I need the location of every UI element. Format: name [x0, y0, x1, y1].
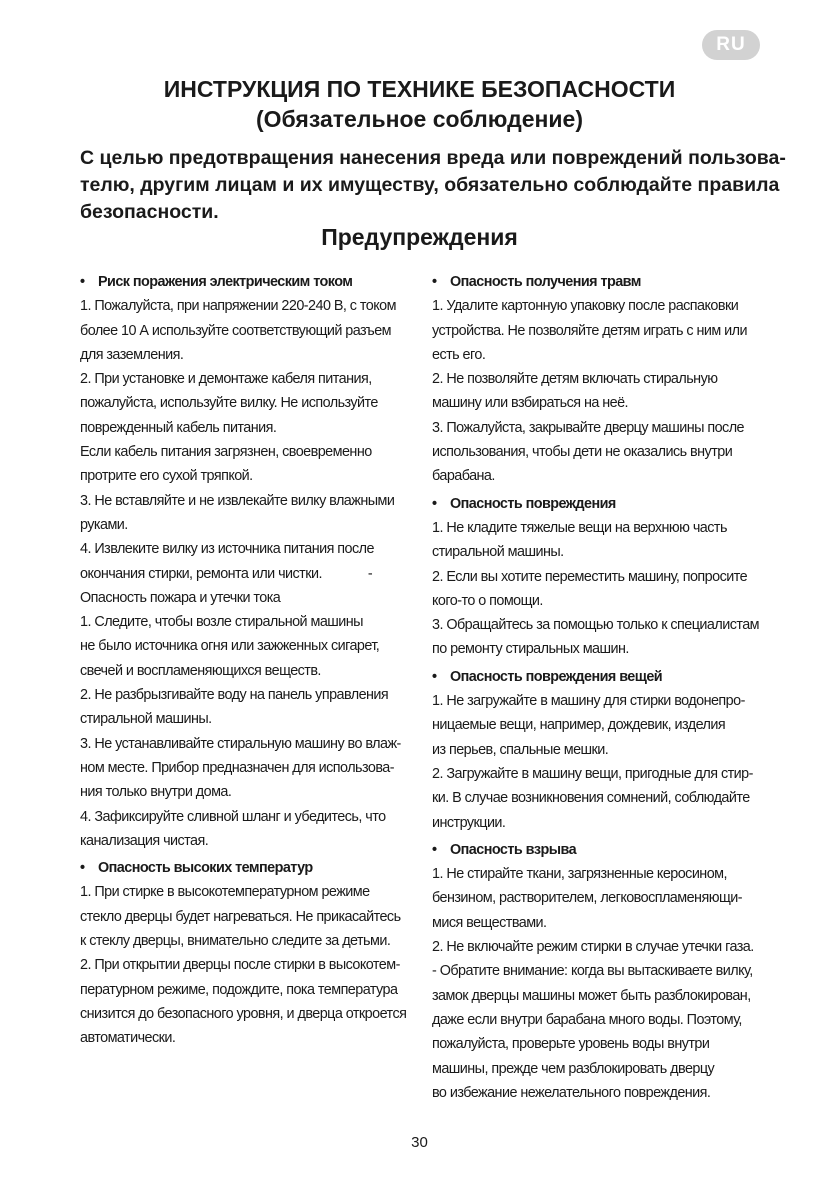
text-line: 4. Извлеките вилку из источника питания после: [80, 541, 374, 558]
text-line: 2. При открытии дверцы после стирки в высокотем-: [80, 957, 400, 974]
text-line: мися веществами.: [432, 914, 547, 931]
text-line: для заземления.: [80, 346, 184, 363]
text-line: 1. Пожалуйста, при напряжении 220-240 В, с током: [80, 298, 396, 315]
text-line: бензином, растворителем, легковоспламеняющи-: [432, 890, 742, 907]
text-line: устройства. Не позволяйте детям играть с ним или: [432, 322, 747, 339]
bullet-icon: •: [432, 841, 437, 858]
text-line: 2. Не включайте режим стирки в случае утечки газа.: [432, 939, 754, 956]
intro-line: безопасности.: [80, 201, 219, 223]
text-line: пературном режиме, подождите, пока температура: [80, 981, 398, 998]
intro-paragraph: [80, 145, 786, 226]
section-heading: • Опасность повреждения вещей: [432, 665, 767, 689]
text-line: даже если внутри барабана много воды. Поэтому,: [432, 1011, 742, 1028]
text-line: свечей и воспламеняющихся веществ.: [80, 662, 321, 679]
text-line: 2. Если вы хотите переместить машину, попросите: [432, 568, 748, 585]
text-line: окончания стирки, ремонта или чистки. -: [80, 562, 410, 586]
text-line: 1. Не загружайте в машину для стирки водонепро-: [432, 693, 745, 710]
text-line: 1. Следите, чтобы возле стиральной машины: [80, 614, 363, 631]
text-line: 1. Не стирайте ткани, загрязненные керосином,: [432, 866, 727, 883]
text-line: ния только внутри дома.: [80, 784, 232, 801]
text-line: барабана.: [432, 468, 495, 485]
text-line: Опасность пожара и утечки тока: [80, 589, 281, 606]
text-line: по ремонту стиральных машин.: [432, 641, 629, 658]
text-line: 3. Не вставляйте и не извлекайте вилку влажными: [80, 492, 395, 509]
section-heading: • Опасность взрыва: [432, 838, 767, 862]
intro-line: С целью предотвращения нанесения вреда или повреждений пользова-: [80, 147, 786, 169]
intro-line: телю, другим лицам и их имуществу, обязательно соблюдайте правила: [80, 174, 780, 196]
text-line: 2. При установке и демонтаже кабеля питания,: [80, 371, 372, 388]
text-line: из перьев, спальные мешки.: [432, 741, 609, 758]
text-line: инструкции.: [432, 814, 506, 831]
section-title-warnings: Предупреждения: [321, 224, 518, 250]
text-line: руками.: [80, 516, 128, 533]
text-line: замок дверцы машины может быть разблокирован,: [432, 987, 751, 1004]
language-badge: RU: [702, 30, 760, 60]
text-line: есть его.: [432, 346, 486, 363]
bullet-icon: •: [432, 274, 437, 290]
text-line: ницаемые вещи, например, дождевик, изделия: [432, 717, 726, 734]
text-line: 3. Пожалуйста, закрывайте дверцу машины после: [432, 419, 745, 436]
text-line: стиральной машины.: [432, 544, 564, 561]
section-heading: • Опасность высоких температур: [80, 856, 410, 880]
text-line: снизится до безопасного уровня, и дверца откроется: [80, 1005, 407, 1022]
text-line: Если кабель питания загрязнен, своевременно: [80, 444, 372, 461]
text-line: к стеклу дверцы, внимательно следите за детьми.: [80, 933, 391, 950]
text-line: канализация чистая.: [80, 832, 209, 849]
injury-section: [432, 270, 767, 489]
text-line: кого-то о помощи.: [432, 592, 543, 609]
high-temperature-section: [80, 856, 410, 1050]
text-line: машины, прежде чем разблокировать дверцу: [432, 1060, 715, 1077]
section-heading: • Риск поражения электрическим током: [80, 270, 410, 294]
page-title: ИНСТРУКЦИЯ ПО ТЕХНИКЕ БЕЗОПАСНОСТИ: [163, 76, 676, 102]
text-line: машину или взбираться на неё.: [432, 395, 629, 412]
text-line: 4. Зафиксируйте сливной шланг и убедитесь, что: [80, 808, 386, 825]
text-line: использования, чтобы дети не оказались внутри: [432, 444, 733, 461]
item-damage-section: [432, 665, 767, 835]
explosion-section: [432, 838, 767, 1105]
text-line: стекло дверцы будет нагреваться. Не прикасайтесь: [80, 908, 401, 925]
text-line: 3. Не устанавливайте стиральную машину во влаж-: [80, 735, 401, 752]
electric-shock-section: [80, 270, 410, 853]
text-line: 3. Обращайтесь за помощью только к специалистам: [432, 617, 760, 634]
text-line: пожалуйста, используйте вилку. Не используйте: [80, 395, 378, 412]
page-number: 30: [411, 1134, 428, 1151]
text-line: 1. Не кладите тяжелые вещи на верхнюю часть: [432, 519, 727, 536]
text-line: 2. Не разбрызгивайте воду на панель управления: [80, 687, 389, 704]
bullet-icon: •: [80, 274, 85, 290]
bullet-icon: •: [80, 860, 85, 877]
bullet-icon: •: [432, 495, 437, 512]
text-line: не было источника огня или зажженных сигарет,: [80, 638, 380, 655]
text-line: ки. В случае возникновения сомнений, соблюдайте: [432, 790, 750, 807]
dash-mark: -: [367, 565, 373, 582]
text-line: автоматически.: [80, 1030, 176, 1047]
bullet-icon: •: [432, 668, 437, 685]
section-heading: • Опасность повреждения: [432, 492, 767, 516]
text-line: во избежание нежелательного повреждения.: [432, 1084, 711, 1101]
damage-section: [432, 492, 767, 662]
text-line: 1. Удалите картонную упаковку после распаковки: [432, 298, 739, 315]
right-column: [432, 267, 767, 1107]
text-line: 1. При стирке в высокотемпературном режиме: [80, 884, 370, 901]
section-heading: • Опасность получения травм: [432, 270, 767, 294]
text-line: пожалуйста, проверьте уровень воды внутри: [432, 1036, 710, 1053]
text-line: 2. Загружайте в машину вещи, пригодные для стир-: [432, 765, 753, 782]
text-line: более 10 А используйте соответствующий разъем: [80, 322, 392, 339]
text-line: стиральной машины.: [80, 711, 212, 728]
text-line: протрите его сухой тряпкой.: [80, 468, 253, 485]
text-line: - Обратите внимание: когда вы вытаскиваете вилку,: [432, 963, 753, 980]
text-line: 2. Не позволяйте детям включать стиральную: [432, 371, 718, 388]
text-line: ном месте. Прибор предназначен для использова-: [80, 759, 394, 776]
text-line: поврежденный кабель питания.: [80, 419, 277, 436]
page-subtitle: (Обязательное соблюдение): [255, 106, 584, 132]
left-column: [80, 267, 410, 1053]
